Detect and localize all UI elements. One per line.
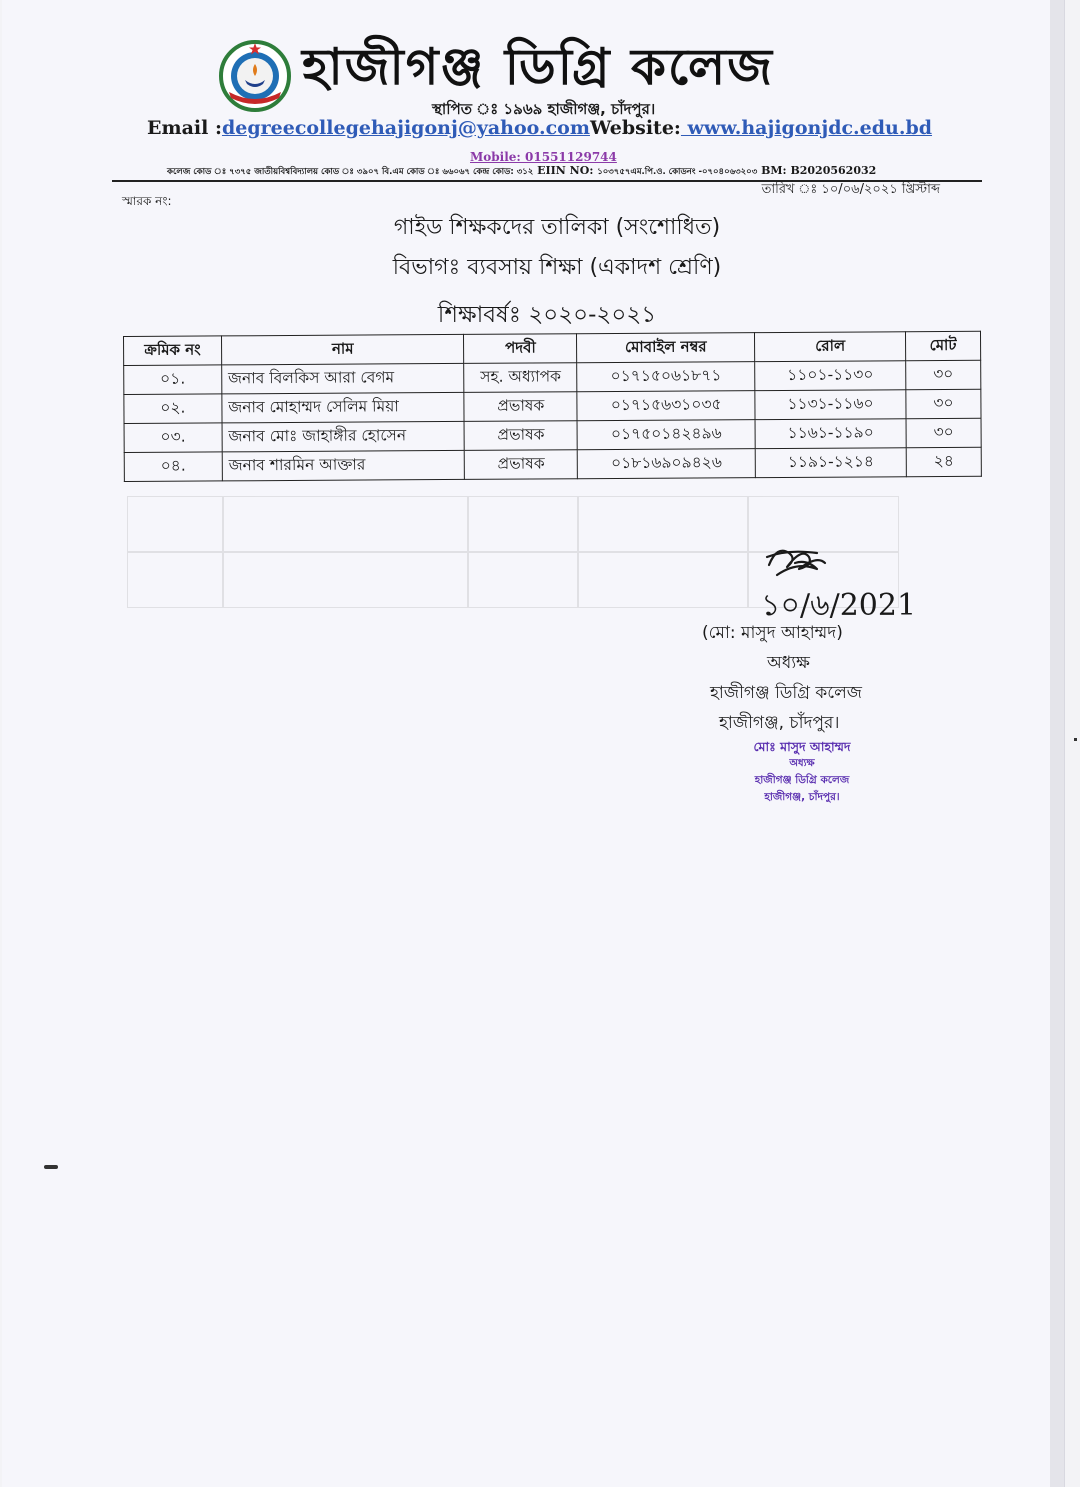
- email-link[interactable]: degreecollegehajigonj@yahoo.com: [221, 117, 590, 139]
- cell-mobile: ০১৮১৬৯০৯৪২৬: [578, 449, 756, 479]
- issue-date: তারিখ ঃ ১০/০৬/২০২১ খ্রিস্টাব্দ: [761, 182, 940, 197]
- signatory-place: হাজীগঞ্জ, চাঁদপুর।: [719, 713, 840, 733]
- department-title: বিভাগঃ ব্যবসায় শিক্ষা (একাদশ শ্রেণি): [392, 255, 722, 280]
- cell-total: ২৪: [906, 447, 981, 476]
- signatory-college: হাজীগঞ্জ ডিগ্রি কলেজ: [710, 683, 862, 703]
- cell-total: ৩০: [906, 418, 981, 447]
- cell-roll: ১১৯১-১২১৪: [755, 448, 906, 478]
- cell-designation: সহ. অধ্যাপক: [464, 363, 577, 393]
- cell-designation: প্রভাষক: [465, 450, 578, 480]
- institution-codes: [167, 164, 876, 179]
- cell-roll: ১১০১-১১৩০: [755, 361, 906, 391]
- col-roll: রোল: [755, 332, 906, 362]
- seal-place: হাজীগঞ্জ, চাঁদপুর।: [764, 791, 840, 803]
- handwritten-date: ১০/৬/2021: [761, 588, 917, 623]
- cell-roll: ১১৩১-১১৬০: [755, 390, 906, 420]
- eiin-label: EIIN NO:: [533, 164, 598, 177]
- website-link[interactable]: www.hajigonjdc.edu.bd: [680, 117, 933, 139]
- cell-serial: ০৪.: [124, 452, 222, 482]
- cell-mobile: ০১৭১৫৬৩১০৩৫: [577, 391, 755, 421]
- memo-number: স্মারক নং:: [122, 194, 172, 208]
- col-mobile: মোবাইল নম্বর: [577, 333, 755, 363]
- cell-name: জনাব বিলকিস আরা বেগম: [222, 363, 465, 393]
- cell-designation: প্রভাষক: [464, 421, 577, 451]
- cell-designation: প্রভাষক: [464, 392, 577, 422]
- cell-total: ৩০: [906, 360, 981, 389]
- session-title: শিক্ষাবর্ষঃ ২০২০-২০২১: [437, 302, 657, 328]
- established-line: স্থাপিত ঃ ১৯৬৯ হাজীগঞ্জ, চাঁদপুর।: [432, 100, 656, 118]
- codes-text: কলেজ কোড ঃ ৭৩৭৫ জাতীয়বিশ্ববিদ্যালয় কোড ঃ ৩৯০৭ বি.এম কোড ঃ ৬৬০৬৭ কেন্দ্র কোড: ৩১২: [167, 167, 534, 177]
- seal-name: মোঃ মাসুদ আহাম্মদ: [753, 739, 851, 754]
- cell-serial: ০২.: [124, 394, 222, 424]
- seal-designation: অধ্যক্ষ: [789, 758, 815, 769]
- col-serial: ক্রমিক নং: [124, 336, 222, 366]
- contact-line: [147, 117, 932, 139]
- cell-total: ৩০: [906, 389, 981, 418]
- document-page: [2, 0, 1065, 1487]
- document-title: গাইড শিক্ষকদের তালিকা (সংশোধিত): [393, 215, 721, 240]
- website-label: Website:: [589, 117, 681, 139]
- cell-mobile: ০১৭১৫০৬১৮৭১: [577, 362, 755, 392]
- cell-name: জনাব মোহাম্মদ সেলিম মিয়া: [222, 392, 465, 422]
- signatory-designation: অধ্যক্ষ: [767, 653, 810, 673]
- col-total: মোট: [906, 331, 981, 360]
- guide-teacher-table: [123, 331, 982, 482]
- cell-serial: ০১.: [124, 365, 222, 395]
- college-logo: [219, 40, 291, 112]
- cell-mobile: ০১৭৫০১৪২৪৯৬: [577, 420, 755, 450]
- codes-tail: ১০৩৭৫৭এম.পি.ও. কোডনং -০৭০৪০৬৩২০৩: [597, 167, 758, 177]
- cell-roll: ১১৬১-১১৯০: [755, 419, 906, 449]
- cell-name: জনাব মোঃ জাহাঙ্গীর হোসেন: [222, 421, 465, 451]
- col-name: নাম: [221, 334, 464, 364]
- scan-mark: [1074, 738, 1077, 741]
- cell-serial: ০৩.: [124, 423, 222, 453]
- email-label: Email :: [147, 117, 222, 139]
- bm-code: BM: B2020562032: [757, 164, 877, 177]
- cell-name: জনাব শারমিন আক্তার: [222, 450, 465, 480]
- signatory-name: (মো: মাসুদ আহাম্মদ): [702, 623, 843, 643]
- table-row: [124, 447, 981, 481]
- official-seal: [727, 738, 877, 806]
- seal-college: হাজীগঞ্জ ডিগ্রি কলেজ: [754, 774, 850, 786]
- college-name: হাজীগঞ্জ ডিগ্রি কলেজ: [302, 38, 775, 96]
- mobile-number: Mobile: 01551129744: [470, 150, 617, 164]
- scan-mark: [44, 1165, 58, 1169]
- col-designation: পদবী: [464, 334, 577, 364]
